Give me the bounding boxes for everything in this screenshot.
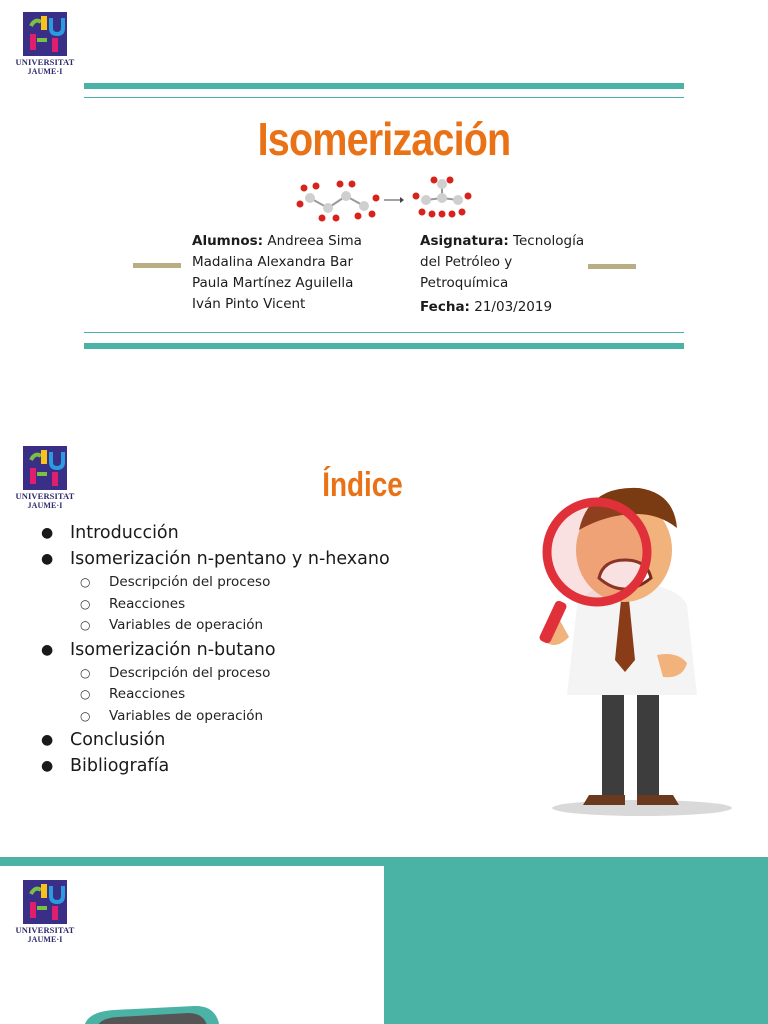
- bottom-rule: [84, 332, 684, 333]
- bullet-icon: ●: [41, 641, 54, 658]
- bottom-band: [84, 343, 684, 349]
- toc-item: [40, 753, 460, 779]
- uji-logo: [12, 12, 78, 80]
- logo-line1: UNIVERSITAT: [15, 491, 75, 501]
- subject-label: Asignatura:: [420, 233, 509, 249]
- date-value: 21/03/2019: [474, 299, 553, 315]
- uji-logo-icon: [23, 880, 67, 924]
- hollow-bullet-icon: ○: [80, 618, 91, 632]
- hollow-bullet-icon: ○: [80, 575, 91, 589]
- index-title: Índice: [322, 466, 403, 504]
- student-name: Paula Martínez Aguilella: [192, 275, 354, 291]
- subject-block: [420, 231, 600, 318]
- hollow-bullet-icon: ○: [80, 665, 91, 680]
- logo-line2: JAUME·I: [27, 935, 63, 944]
- student-name: Iván Pinto Vicent: [192, 296, 306, 312]
- toc-item-text: Conclusión: [70, 730, 166, 750]
- businessman-magnifier-illustration: [497, 470, 752, 825]
- left-accent-bar: [133, 263, 181, 268]
- toc-item-text: Descripción del proceso: [109, 574, 271, 590]
- toc-item-text: Descripción del proceso: [109, 664, 271, 681]
- toc-item-text: Isomerización n-pentano y n-hexano: [70, 549, 390, 569]
- top-rule: [84, 97, 684, 98]
- logo-line2: JAUME·I: [27, 501, 63, 510]
- toc-subitem: [40, 684, 460, 706]
- molecule-reaction-icon: [292, 174, 482, 224]
- toc-item-text: Reacciones: [109, 595, 186, 612]
- subject-line: Tecnología: [513, 233, 585, 249]
- partial-illustration: [78, 1000, 228, 1024]
- cover-slide: [0, 0, 768, 400]
- date-label: Fecha:: [420, 299, 470, 315]
- top-band: [84, 83, 684, 89]
- toc-item-text: Bibliografía: [70, 756, 170, 776]
- hollow-bullet-icon: ○: [80, 596, 91, 611]
- toc-subitem: [40, 594, 460, 616]
- bullet-icon: ●: [41, 525, 54, 541]
- toc-item: [40, 546, 460, 572]
- uji-logo-icon: [23, 446, 67, 490]
- uji-logo: [12, 446, 78, 514]
- student-name: Andreea Sima: [267, 233, 362, 249]
- toc-subitem: [40, 663, 460, 685]
- students-block: [192, 231, 407, 315]
- toc-item: [40, 727, 460, 753]
- toc-item-text: Variables de operación: [109, 707, 264, 724]
- toc-item-text: Reacciones: [109, 686, 186, 702]
- toc-item-text: Introducción: [70, 523, 179, 543]
- hollow-bullet-icon: ○: [80, 687, 91, 701]
- toc-item-text: Isomerización n-butano: [70, 639, 276, 660]
- bullet-icon: ●: [41, 758, 54, 774]
- logo-line1: UNIVERSITAT: [15, 57, 75, 67]
- students-label: Alumnos:: [192, 233, 264, 249]
- toc-item-text: Variables de operación: [109, 617, 264, 633]
- toc-subitem: [40, 706, 460, 728]
- student-name: Madalina Alexandra Bar: [192, 254, 354, 270]
- bullet-icon: ●: [41, 551, 54, 567]
- hollow-bullet-icon: ○: [80, 708, 91, 723]
- uji-logo: [12, 880, 78, 948]
- uji-logo-icon: [23, 12, 67, 56]
- toc-item: [40, 520, 460, 546]
- toc-item: [40, 637, 460, 663]
- subject-line: del Petróleo y: [420, 254, 513, 270]
- toc-subitem: [40, 615, 460, 637]
- table-of-contents: [40, 520, 460, 779]
- bullet-icon: ●: [41, 732, 54, 748]
- logo-line2: JAUME·I: [27, 67, 63, 76]
- logo-line1: UNIVERSITAT: [15, 925, 75, 935]
- cover-title: Isomerización: [257, 113, 511, 165]
- subject-line: Petroquímica: [420, 275, 509, 291]
- toc-subitem: [40, 572, 460, 594]
